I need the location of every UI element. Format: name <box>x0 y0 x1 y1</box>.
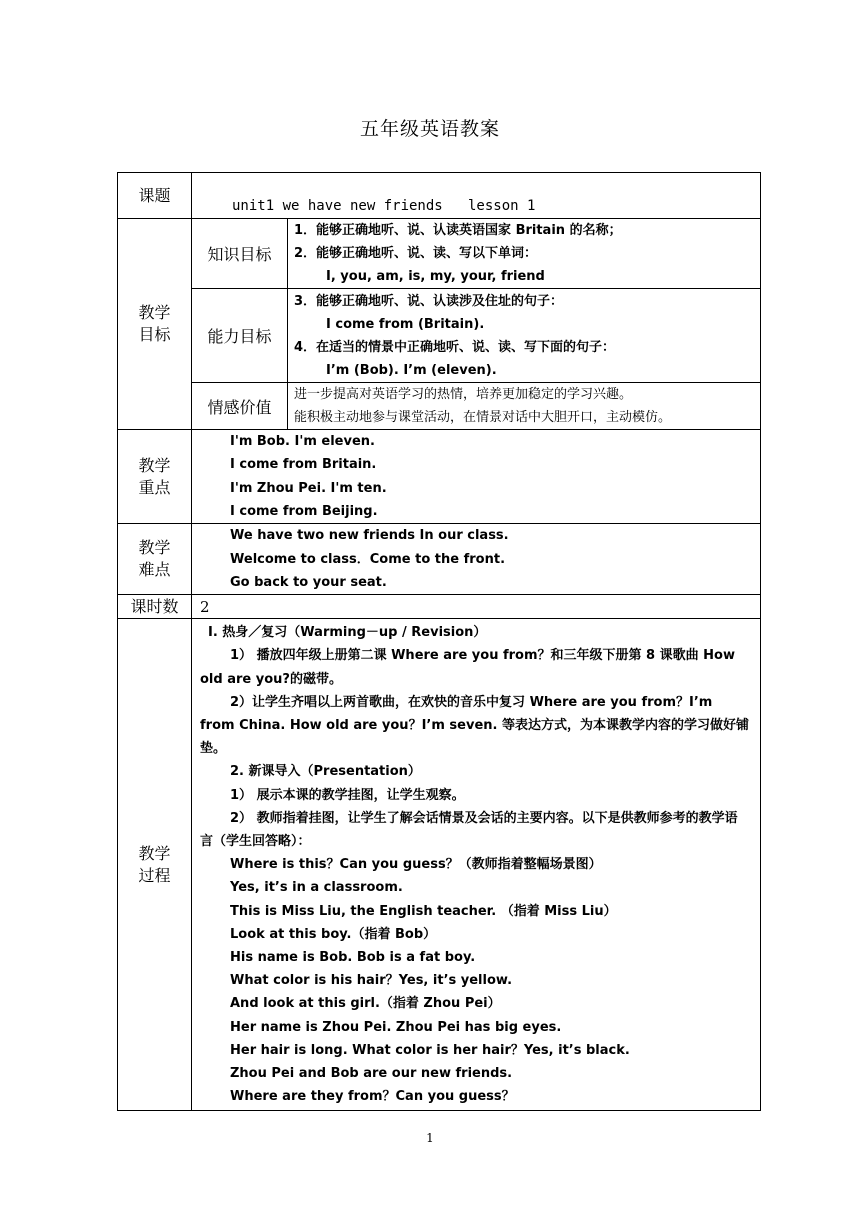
difficulty-line: We have two new friends In our class. <box>230 528 509 544</box>
topic-row <box>118 173 761 219</box>
page-number: 1 <box>426 1131 434 1145</box>
dialogue-line: Zhou Pei and Bob are our new friends. <box>230 1066 513 1082</box>
dialogue-line: Her hair is long. What color is her hair？Yes, it’s black. <box>230 1042 630 1058</box>
difficulty-line: Welcome to class．Come to the front. <box>230 551 506 567</box>
process-paragraph: 1） 播放四年级上册第二课 Where are you from？和三年级下册第 8 课歌曲 How old are you?的磁带。 <box>200 648 735 687</box>
difficulties-label <box>118 524 192 595</box>
emotion-lines <box>288 383 761 430</box>
topic-value: unit1 we have new friends lesson 1 <box>192 173 761 219</box>
knowledge-lines <box>288 219 761 289</box>
emotion-label: 情感价值 <box>192 383 288 430</box>
knowledge-line: I, you, am, is, my, your, friend <box>326 269 545 284</box>
dialogue-line: What color is his hair？Yes, it’s yellow. <box>230 973 513 989</box>
dialogue-line: And look at this girl.（指着 Zhou Pei） <box>230 996 501 1012</box>
knowledge-line: 1．能够正确地听、说、认读英语国家 Britain 的名称； <box>294 223 622 238</box>
dialogue-line: Yes, it’s in a classroom. <box>230 880 403 896</box>
process-row <box>118 619 761 1111</box>
difficulties-lines <box>192 524 761 595</box>
process-label-text: 教学过程 <box>138 843 171 885</box>
process-heading-warmup: I. 热身／复习（Warming－up / Revision） <box>208 625 487 641</box>
emotion-line: 能积极主动地参与课堂活动，在情景对话中大胆开口，主动模仿。 <box>294 410 672 425</box>
difficulties-row <box>118 524 761 595</box>
emotion-line: 进一步提高对英语学习的热情，培养更加稳定的学习兴趣。 <box>294 387 633 402</box>
periods-label: 课时数 <box>118 595 192 619</box>
periods-row <box>118 595 761 619</box>
topic-label: 课题 <box>118 173 192 219</box>
objective-knowledge-row <box>118 219 761 289</box>
key-point-line: I come from Britain. <box>230 457 377 473</box>
objectives-label <box>118 219 192 430</box>
process-heading-presentation: 2. 新课导入（Presentation） <box>230 764 421 780</box>
objective-ability-row <box>118 289 761 383</box>
lesson-plan-table <box>117 172 761 1111</box>
knowledge-line: 2．能够正确地听、说、读、写以下单词： <box>294 246 538 261</box>
ability-line: I’m (Bob). I’m (eleven). <box>326 362 497 378</box>
key-point-line: I'm Zhou Pei. I'm ten. <box>230 480 387 496</box>
dialogue-line: Where is this？Can you guess？（教师指着整幅场景图） <box>230 857 602 873</box>
ability-lines <box>288 289 761 383</box>
process-label <box>118 619 192 1111</box>
periods-value: 2 <box>192 595 761 619</box>
page-title: 五年级英语教案 <box>359 118 500 140</box>
dialogue-line: Her name is Zhou Pei. Zhou Pei has big eyes. <box>230 1019 562 1035</box>
process-paragraph: 1） 展示本课的教学挂图，让学生观察。 <box>230 787 465 803</box>
dialogue-line: This is Miss Liu, the English teacher. （指着 Miss Liu） <box>230 903 617 919</box>
dialogue-line: His name is Bob. Bob is a fat boy. <box>230 950 476 966</box>
dialogue-line: Where are they from？Can you guess？ <box>230 1089 515 1105</box>
key-points-lines <box>192 430 761 524</box>
key-points-row <box>118 430 761 524</box>
ability-label: 能力目标 <box>192 289 288 383</box>
difficulties-label-text: 教学难点 <box>138 538 171 580</box>
process-paragraph: 2）让学生齐唱以上两首歌曲，在欢快的音乐中复习 Where are you from？I’m from China. How old are you？I’m seven. 等表达方式，为本课教学内容的学习做好铺垫。 <box>200 694 749 757</box>
key-point-line: I come from Beijing. <box>230 503 378 519</box>
process-paragraph: 2） 教师指着挂图，让学生了解会话情景及会话的主要内容。以下是供教师参考的教学语言（学生回答略）： <box>200 810 738 850</box>
difficulty-line: Go back to your seat. <box>230 574 387 590</box>
ability-line: 3．能够正确地听、说、认读涉及住址的句子： <box>294 293 564 309</box>
process-content <box>192 619 761 1111</box>
dialogue-line: Look at this boy.（指着 Bob） <box>230 926 437 942</box>
objective-emotion-row <box>118 383 761 430</box>
ability-line: I come from (Britain). <box>326 316 485 332</box>
objectives-label-text: 教学目标 <box>138 303 171 344</box>
key-points-label <box>118 430 192 524</box>
ability-line: 4．在适当的情景中正确地听、说、读、写下面的句子： <box>294 339 616 355</box>
key-point-line: I'm Bob. I'm eleven. <box>230 434 375 449</box>
key-points-label-text: 教学重点 <box>138 455 171 497</box>
knowledge-label: 知识目标 <box>192 219 288 289</box>
